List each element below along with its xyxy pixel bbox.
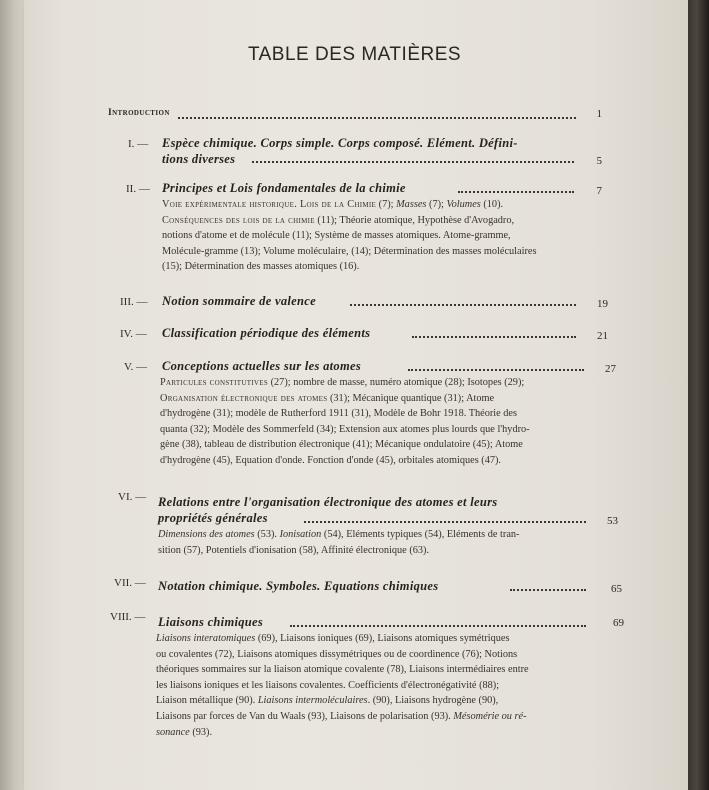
chapter-description: Liaisons interatomiques (69), Liaisons ioniques (69), Liaisons atomiques symétriques ou covalentes (72), Liaisons atomiques dissymétriques ou de coordinence (76); Notions théoriques sommaires sur la liaison atomique covalente (78), Liaisons intermédiaires entre les liaisons ioniques et les liaisons covalentes. Coefficients d'électronégativité (88); Liaison métallique (90). Liaisons intermoléculaires. (90), Liaisons hydrogène (90), Liaisons par forces de Van du Waals (93), Liaisons de polarisation (93). Mésomérie ou ré- sonance (93). [156,633,529,738]
chapter-number: VIII. — [110,611,146,623]
toc-page-number: 7 [596,185,602,197]
toc-page-number: 69 [613,617,624,629]
chapter-description: Dimensions des atomes (53). Ionisation (54), Eléments typiques (54), Eléments de tran- sition (57), Potentiels d'ionisation (58), Affinité électronique (63). [158,529,520,556]
chapter-title: Espèce chimique. Corps simple. Corps composé. Elément. Défini- [162,136,518,150]
leader-dots [290,615,586,627]
chapter-title-continued: propriétés générales [158,511,268,525]
toc-page-number: 65 [611,583,622,595]
chapter-title: Principes et Lois fondamentales de la chimie [162,181,406,195]
leader-dots [304,511,586,523]
chapter-number: III. — [120,296,148,308]
page-title: TABLE DES MATIÈRES [247,44,462,65]
chapter-title-continued: tions diverses [162,152,236,166]
chapter-number: VII. — [114,577,146,589]
toc-page-number: 53 [607,515,618,527]
leader-dots [510,579,586,591]
chapter-title: Notation chimique. Symboles. Equations chimiques [158,579,439,593]
chapter-title: Classification périodique des éléments [162,326,371,340]
toc-page-number: 21 [597,330,608,342]
chapter-number: VI. — [118,491,147,503]
chapter-title: Notion sommaire de valence [162,294,316,308]
chapter-description: Voie expérimentale historique. Lois de la Chimie (7); Masses (7); Volumes (10). Conséquences des lois de la chimie (11); Théorie atomique, Hypothèse d'Avogadro, notions d'atome et de molécule (11); Système de masses atomiques. Atome-gramme, Molécule-gramme (13); Volume moléculaire, (14); Détermination des masses moléculaires (15); Détermination des masses atomiques (16). [162,199,537,273]
book-gutter [0,0,24,790]
leader-dots [458,181,574,193]
toc-page-number: 27 [605,363,616,375]
book-binding-edge [688,0,709,790]
leader-dots [178,107,576,119]
toc-page-number: 5 [596,155,602,167]
chapter-number: I. — [128,138,149,150]
leader-dots [252,151,574,163]
leader-dots [412,326,576,338]
toc-page-number: 19 [597,298,608,310]
chapter-description: Particules constitutives (27); nombre de masse, numéro atomique (28); Isotopes (29); Organisation électronique des atomes (31); Mécanique quantique (31); Atome d'hydrogène (31); modèle de Rutherford 1911 (31), Modèle de Bohr 1918. Théorie des quanta (32); Modèle des Sommerfeld (34); Extension aux atomes plus lourds que l'hydro- gène (38), tableau de distribution électronique (41); Mécanique ondulatoire (45); Atome d'hydrogène (45), Equation d'onde. Fonction d'onde (45), orbitales atomiques (47). [160,377,530,466]
chapter-number: V. — [124,361,148,373]
leader-dots [350,294,576,306]
chapter-title: Relations entre l'organisation électronique des atomes et leurs [158,495,498,509]
chapter-number: II. — [126,183,150,195]
chapter-title: Conceptions actuelles sur les atomes [162,359,362,373]
toc-intro-label: Introduction [108,108,170,118]
toc-page-number: 1 [596,108,602,120]
leader-dots [408,359,584,371]
chapter-number: IV. — [120,328,147,340]
chapter-title: Liaisons chimiques [158,615,264,629]
